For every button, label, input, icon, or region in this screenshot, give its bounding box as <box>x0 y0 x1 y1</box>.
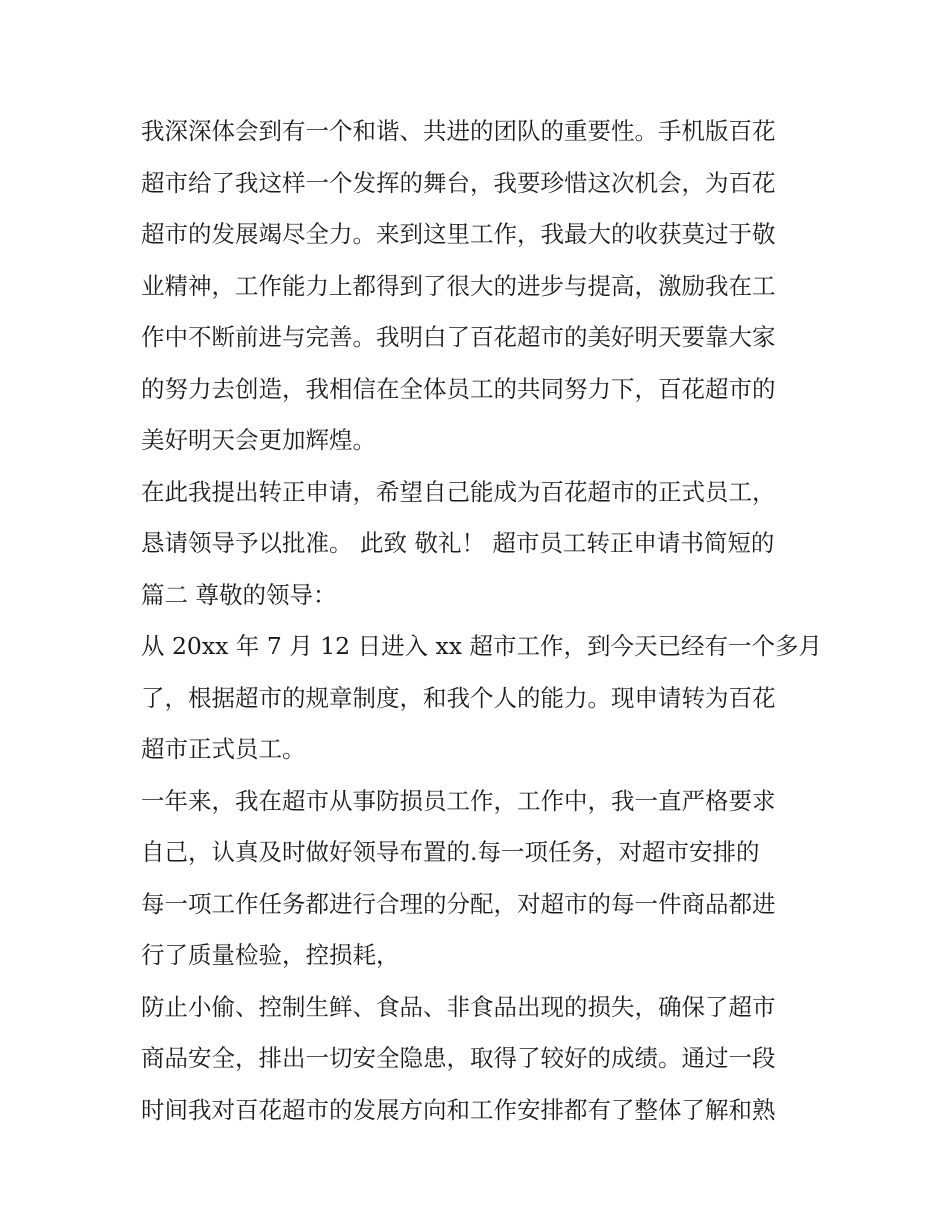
text-line: 防止小偷、控制生鲜、食品、非食品出现的损失，确保了超市 <box>141 992 776 1021</box>
text-line: 超市的发展竭尽全力。来到这里工作，我最大的收获莫过于敬 <box>141 220 776 248</box>
text-line: 时间我对百花超市的发展方向和工作安排都有了整体了解和熟 <box>141 1095 776 1124</box>
document-body <box>141 106 821 1136</box>
text-line: 的努力去创造，我相信在全体员工的共同努力下，百花超市的 <box>141 374 776 403</box>
text-line: 自己，认真及时做好领导布置的.每一项任务，对超市安排的 <box>141 838 760 866</box>
text-line: 超市给了我这样一个发挥的舞台，我要珍惜这次机会，为百花 <box>141 168 776 197</box>
text-line: 商品安全，排出一切安全隐患，取得了较好的成绩。通过一段 <box>141 1044 776 1072</box>
text-line: 了，根据超市的规章制度，和我个人的能力。现申请转为百花 <box>141 683 776 712</box>
text-line: 业精神，工作能力上都得到了很大的进步与提高，激励我在工 <box>141 271 776 300</box>
text-line: 我深深体会到有一个和谐、共进的团队的重要性。手机版百花 <box>141 117 776 145</box>
text-line: 作中不断前进与完善。我明白了百花超市的美好明天要靠大家 <box>141 323 776 351</box>
text-line: 每一项工作任务都进行合理的分配，对超市的每一件商品都进 <box>141 889 776 918</box>
text-line: 一年来，我在超市从事防损员工作，工作中，我一直严格要求 <box>141 786 776 815</box>
text-line: 从 20xx 年 7 月 12 日进入 xx 超市工作，到今天已经有一个多月 <box>141 632 823 660</box>
text-line: 在此我提出转正申请，希望自己能成为百花超市的正式员工， <box>141 477 776 506</box>
text-line: 篇二 尊敬的领导： <box>141 580 337 609</box>
text-line: 恳请领导予以批准。 此致 敬礼！ 超市员工转正申请书简短的 <box>141 529 775 557</box>
text-line: 超市正式员工。 <box>141 735 306 763</box>
text-line: 美好明天会更加辉煌。 <box>141 426 376 454</box>
text-line: 行了质量检验，控损耗， <box>141 941 400 969</box>
